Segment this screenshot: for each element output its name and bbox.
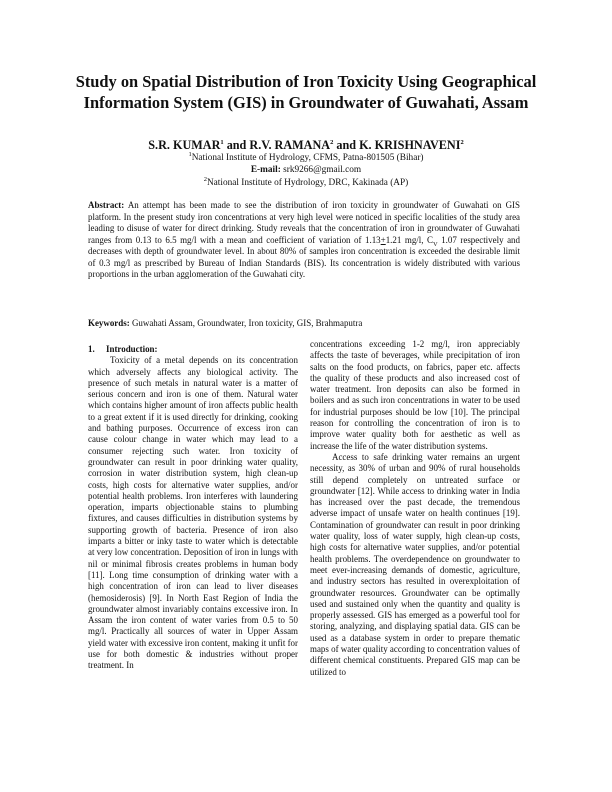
affiliation-1 xyxy=(60,150,552,165)
author-1: S.R. KUMAR xyxy=(148,138,221,152)
keywords-label: Keywords: xyxy=(88,318,130,328)
affiliation-2-mark: 2 xyxy=(203,175,207,183)
paper-title: Study on Spatial Distribution of Iron Toxicity Using Geographical Information System (GIS) in Groundwater of Guwahati, Assam xyxy=(75,72,537,112)
author-line xyxy=(60,138,552,153)
abstract-text-1: An attempt has been made to see the distribution of iron toxicity in groundwater of Guwahati on GIS platform. In the present study iron concentrations at very high level were noticed in specific localities of the study area leading to disuse of water for direct drinking. Study reveals that the concentration of iron in groundwater of Guwahati ranges from 0.13 to 6.5 mg/l with a mean and coefficient of variation of 1.13 xyxy=(88,200,520,245)
affiliation-1-text: National Institute of Hydrology, CFMS, Patna-801505 (Bihar) xyxy=(191,153,424,163)
author-2: R.V. RAMANA xyxy=(249,138,331,152)
section-heading xyxy=(88,344,298,355)
author-separator: and xyxy=(333,138,360,152)
intro-paragraph-1-continued: concentrations exceeding 1-2 mg/l, iron appreciably affects the taste of beverages, while precipitation of iron salts on the food products, on fabrics, paper etc. affects the quality of these products and also increased cost of water treatment. Iron deposits can also be formed in boilers and as such iron concentrations in water to be used for industrial purposes should be low [10]. The principal reason for controlling the concentration of iron is to improve water quality both for aesthetic as well as increase the life of the water distribution systems. xyxy=(310,339,520,451)
email-label: E-mail: xyxy=(250,165,281,175)
right-column xyxy=(310,339,520,779)
author-1-affil-mark: 1 xyxy=(220,138,224,146)
abstract-text-3: 1.07 respectively and decreases with depth of groundwater level. In about 80% of samples iron concentration is exceeded the desirable limit of 0.3 mg/l as prescribed by Bureau of Indian Standards (BIS). Its concentration is widely distributed with various proportions in the urban agglomeration of the Guwahati city. xyxy=(88,234,520,280)
abstract-label: Abstract: xyxy=(88,200,125,210)
abstract-plus-minus: + xyxy=(380,234,386,245)
author-separator: and xyxy=(223,138,250,152)
email-line xyxy=(60,165,552,177)
intro-paragraph-1: Toxicity of a metal depends on its concentration which adversely affects any biological activity. The presence of such metals in natural water is a matter of serious concern and iron is one of them. Natural water which contains higher amount of iron affects public health to a great extent if it is used directly for drinking, cooking and bathing purposes. Occurrence of excess iron can cause colour change in water which may lead to a consumer rejecting such water. Iron toxicity of groundwater can result in poor drinking water quality, corrosion in water distribution system, high clean-up costs, high costs for alternative water supplies, and/or potential health problems. Iron interferes with laundering operation, imparts objectionable stains to plumbing fixtures, and causes difficulties in distribution systems by supporting growth of bacteria. Presence of iron also imparts a bitter or inky taste to water which is detectable at very low concentration. Deposition of iron in lungs with nil or minimal fibrosis creates problems in human body [11]. Long time consumption of drinking water with a high concentration of iron can lead to liver diseases (hemosiderosis) [9]. In North East Region of India the groundwater almost invariably contains excessive iron. In Assam the iron content of water varies from 0.5 to 50 mg/l. Practically all sources of water in Upper Assam yield water with excessive iron content, making it unfit for use for both domestic & industries without proper treatment. In xyxy=(88,355,298,671)
author-3: K. KRISHNAVENI xyxy=(359,138,461,152)
keywords-text: Guwahati Assam, Groundwater, Iron toxicity, GIS, Brahmaputra xyxy=(129,318,363,328)
abstract-text-2: 1.21 mg/l, C xyxy=(385,234,433,245)
author-2-affil-mark: 2 xyxy=(330,138,334,146)
abstract-subscript: V xyxy=(432,240,438,248)
section-number: 1. xyxy=(88,344,95,354)
section-title: Introduction: xyxy=(106,344,158,354)
email-address[interactable]: srk9266@gmail.com xyxy=(280,165,362,175)
affiliation-1-mark: 1 xyxy=(188,150,192,158)
author-3-affil-mark: 2 xyxy=(460,138,464,146)
intro-paragraph-2: Access to safe drinking water remains an urgent necessity, as 30% of urban and 90% of rural households still depend completely on untreated surface or groundwater [12]. While access to drinking water in India has increased over the past decade, the tremendous adverse impact of unsafe water on health continues [19]. Contamination of groundwater can result in poor drinking water quality, loss of water supply, high clean-up costs, high costs for alternative water supplies, and/or potential health problems. The overdependence on groundwater to meet ever-increasing demands of domestic, agriculture, and industry sectors has resulted in overexploitation of groundwater resources. Groundwater can be optimally used and sustained only when the quantity and quality is properly assessed. GIS has emerged as a powerful tool for storing, analyzing, and displaying spatial data. GIS can be used as a database system in order to prepare thematic maps of water quality according to concentration values of different chemical constituents. Prepared GIS map can be utilized to xyxy=(310,451,520,677)
abstract xyxy=(88,200,520,281)
affiliation-2-text: National Institute of Hydrology, DRC, Kakinada (AP) xyxy=(206,178,409,188)
affiliation-2 xyxy=(60,175,552,190)
keywords xyxy=(88,318,520,330)
left-column xyxy=(88,344,298,784)
